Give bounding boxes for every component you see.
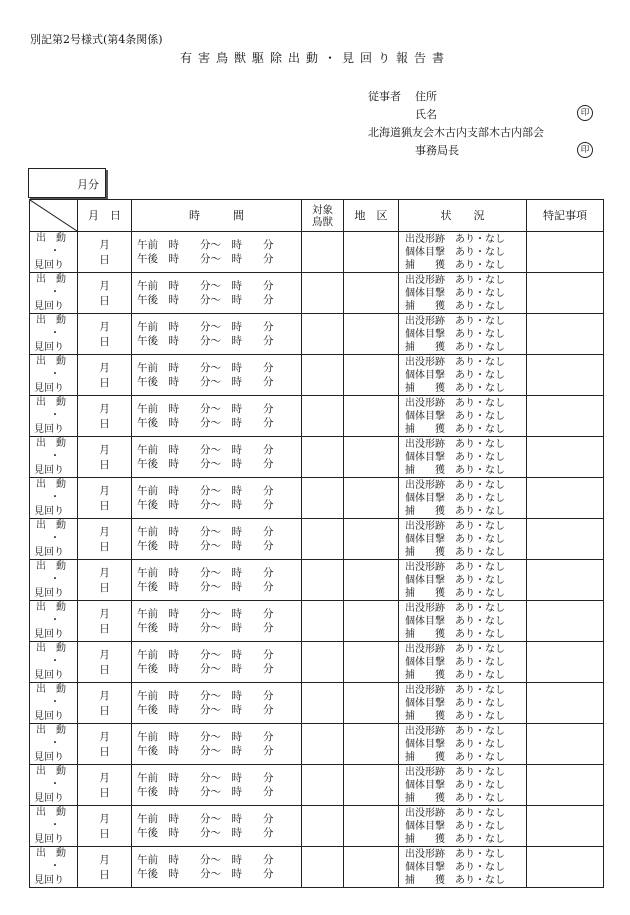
- area-cell[interactable]: [344, 806, 399, 847]
- status-cell[interactable]: [399, 683, 527, 724]
- kind-cell[interactable]: [30, 437, 78, 478]
- area-cell[interactable]: [344, 355, 399, 396]
- status-traces: 出没形跡 あり・なし: [405, 561, 505, 573]
- time-pm: 午後 時 分～ 時 分: [137, 581, 274, 593]
- header-status: 状 況: [399, 200, 527, 232]
- kind-dispatch: 出 動: [36, 561, 66, 572]
- kind-separator: ・: [50, 615, 60, 626]
- notes-cell[interactable]: [527, 765, 604, 806]
- table-row: [30, 519, 604, 560]
- month-day-cell[interactable]: 月 日: [78, 847, 132, 888]
- kind-patrol: 見回り: [34, 670, 64, 681]
- status-cell[interactable]: [399, 601, 527, 642]
- area-cell[interactable]: [344, 314, 399, 355]
- table-row: [30, 273, 604, 314]
- month-day-cell[interactable]: 月 日: [78, 437, 132, 478]
- time-am: 午前 時 分～ 時 分: [137, 444, 274, 456]
- kind-separator: ・: [50, 246, 60, 257]
- notes-cell[interactable]: [527, 478, 604, 519]
- area-cell[interactable]: [344, 519, 399, 560]
- status-capture: 捕 獲 あり・なし: [405, 874, 505, 886]
- notes-cell[interactable]: [527, 232, 604, 273]
- target-animal-cell[interactable]: [302, 806, 344, 847]
- kind-separator: ・: [50, 779, 60, 790]
- status-traces: 出没形跡 あり・なし: [405, 274, 505, 286]
- kind-cell[interactable]: [30, 642, 78, 683]
- status-sighting: 個体目撃 あり・なし: [405, 246, 505, 258]
- area-cell[interactable]: [344, 437, 399, 478]
- kind-cell[interactable]: [30, 355, 78, 396]
- area-cell[interactable]: [344, 232, 399, 273]
- month-day-cell[interactable]: 月 日: [78, 765, 132, 806]
- notes-cell[interactable]: [527, 355, 604, 396]
- status-sighting: 個体目撃 あり・なし: [405, 369, 505, 381]
- name-label: 氏名: [415, 108, 437, 121]
- table-row: [30, 437, 604, 478]
- status-cell[interactable]: [399, 478, 527, 519]
- time-cell[interactable]: [132, 273, 302, 314]
- status-sighting: 個体目撃 あり・なし: [405, 410, 505, 422]
- target-animal-cell[interactable]: [302, 765, 344, 806]
- area-cell[interactable]: [344, 642, 399, 683]
- time-cell[interactable]: [132, 847, 302, 888]
- seal-mark-name: 印: [577, 105, 593, 121]
- time-pm: 午後 時 分～ 時 分: [137, 868, 274, 880]
- kind-dispatch: 出 動: [36, 807, 66, 818]
- time-cell[interactable]: [132, 314, 302, 355]
- time-pm: 午後 時 分～ 時 分: [137, 745, 274, 757]
- status-traces: 出没形跡 あり・なし: [405, 643, 505, 655]
- notes-cell[interactable]: [527, 601, 604, 642]
- target-animal-cell[interactable]: [302, 437, 344, 478]
- kind-dispatch: 出 動: [36, 479, 66, 490]
- status-capture: 捕 獲 あり・なし: [405, 710, 505, 722]
- status-capture: 捕 獲 あり・なし: [405, 505, 505, 517]
- area-cell[interactable]: [344, 683, 399, 724]
- notes-cell[interactable]: [527, 519, 604, 560]
- notes-cell[interactable]: [527, 724, 604, 765]
- table-row: [30, 601, 604, 642]
- status-traces: 出没形跡 あり・なし: [405, 520, 505, 532]
- area-cell[interactable]: [344, 601, 399, 642]
- kind-patrol: 見回り: [34, 875, 64, 886]
- status-capture: 捕 獲 あり・なし: [405, 546, 505, 558]
- area-cell[interactable]: [344, 847, 399, 888]
- status-traces: 出没形跡 あり・なし: [405, 725, 505, 737]
- kind-dispatch: 出 動: [36, 643, 66, 654]
- month-day-cell[interactable]: 月 日: [78, 601, 132, 642]
- status-cell[interactable]: [399, 396, 527, 437]
- status-cell[interactable]: [399, 765, 527, 806]
- kind-cell[interactable]: [30, 724, 78, 765]
- document-title: 有害鳥獣駆除出動・見回り報告書: [179, 51, 450, 65]
- time-cell[interactable]: [132, 396, 302, 437]
- time-am: 午前 時 分～ 時 分: [137, 280, 274, 292]
- status-cell[interactable]: [399, 806, 527, 847]
- time-pm: 午後 時 分～ 時 分: [137, 458, 274, 470]
- header-time: 時 間: [132, 200, 302, 232]
- status-capture: 捕 獲 あり・なし: [405, 382, 505, 394]
- status-sighting: 個体目撃 あり・なし: [405, 820, 505, 832]
- status-cell[interactable]: [399, 724, 527, 765]
- notes-cell[interactable]: [527, 683, 604, 724]
- table-row: [30, 642, 604, 683]
- time-am: 午前 時 分～ 時 分: [137, 731, 274, 743]
- table-row: [30, 847, 604, 888]
- month-day-cell[interactable]: 月 日: [78, 396, 132, 437]
- kind-separator: ・: [50, 492, 60, 503]
- kind-separator: ・: [50, 410, 60, 421]
- month-day-cell[interactable]: 月 日: [78, 478, 132, 519]
- time-pm: 午後 時 分～ 時 分: [137, 376, 274, 388]
- target-animal-cell[interactable]: [302, 724, 344, 765]
- kind-separator: ・: [50, 738, 60, 749]
- time-cell[interactable]: [132, 519, 302, 560]
- status-sighting: 個体目撃 あり・なし: [405, 533, 505, 545]
- worker-label: 従事者: [368, 90, 401, 103]
- status-traces: 出没形跡 あり・なし: [405, 602, 505, 614]
- time-am: 午前 時 分～ 時 分: [137, 649, 274, 661]
- time-cell[interactable]: [132, 355, 302, 396]
- status-traces: 出没形跡 あり・なし: [405, 438, 505, 450]
- kind-dispatch: 出 動: [36, 274, 66, 285]
- kind-dispatch: 出 動: [36, 766, 66, 777]
- time-am: 午前 時 分～ 時 分: [137, 772, 274, 784]
- notes-cell[interactable]: [527, 560, 604, 601]
- header-month-day: 月 日: [78, 200, 132, 232]
- time-pm: 午後 時 分～ 時 分: [137, 253, 274, 265]
- kind-dispatch: 出 動: [36, 520, 66, 531]
- kind-patrol: 見回り: [34, 793, 64, 804]
- status-cell[interactable]: [399, 232, 527, 273]
- status-capture: 捕 獲 あり・なし: [405, 587, 505, 599]
- status-sighting: 個体目撃 あり・なし: [405, 574, 505, 586]
- kind-cell[interactable]: [30, 314, 78, 355]
- table-row: [30, 355, 604, 396]
- kind-dispatch: 出 動: [36, 397, 66, 408]
- kind-dispatch: 出 動: [36, 315, 66, 326]
- table-row: [30, 560, 604, 601]
- notes-cell[interactable]: [527, 806, 604, 847]
- kind-patrol: 見回り: [34, 424, 64, 435]
- time-pm: 午後 時 分～ 時 分: [137, 499, 274, 511]
- kind-patrol: 見回り: [34, 752, 64, 763]
- kind-separator: ・: [50, 820, 60, 831]
- kind-separator: ・: [50, 533, 60, 544]
- header-area: 地 区: [344, 200, 399, 232]
- time-pm: 午後 時 分～ 時 分: [137, 622, 274, 634]
- header-row: [30, 200, 604, 232]
- time-pm: 午後 時 分～ 時 分: [137, 335, 274, 347]
- kind-dispatch: 出 動: [36, 725, 66, 736]
- status-sighting: 個体目撃 あり・なし: [405, 328, 505, 340]
- time-cell[interactable]: [132, 765, 302, 806]
- month-box[interactable]: [28, 168, 106, 198]
- time-am: 午前 時 分～ 時 分: [137, 813, 274, 825]
- report-table-body: [30, 232, 604, 888]
- time-am: 午前 時 分～ 時 分: [137, 690, 274, 702]
- month-day-cell[interactable]: 月 日: [78, 724, 132, 765]
- table-row: [30, 683, 604, 724]
- status-cell[interactable]: [399, 642, 527, 683]
- status-capture: 捕 獲 あり・なし: [405, 669, 505, 681]
- status-cell[interactable]: [399, 314, 527, 355]
- month-day-cell[interactable]: 月 日: [78, 273, 132, 314]
- status-cell[interactable]: [399, 437, 527, 478]
- kind-cell[interactable]: [30, 847, 78, 888]
- header-notes: 特記事項: [527, 200, 604, 232]
- time-pm: 午後 時 分～ 時 分: [137, 704, 274, 716]
- month-day-cell[interactable]: 月 日: [78, 560, 132, 601]
- organization-name: 北海道猟友会木古内支部木古内部会: [368, 126, 544, 139]
- status-cell[interactable]: [399, 355, 527, 396]
- kind-dispatch: 出 動: [36, 602, 66, 613]
- target-animal-cell[interactable]: [302, 273, 344, 314]
- kind-cell[interactable]: [30, 478, 78, 519]
- time-am: 午前 時 分～ 時 分: [137, 608, 274, 620]
- month-day-cell[interactable]: 月 日: [78, 355, 132, 396]
- status-traces: 出没形跡 あり・なし: [405, 356, 505, 368]
- kind-separator: ・: [50, 287, 60, 298]
- status-cell[interactable]: [399, 847, 527, 888]
- kind-dispatch: 出 動: [36, 356, 66, 367]
- kind-separator: ・: [50, 697, 60, 708]
- kind-patrol: 見回り: [34, 629, 64, 640]
- kind-cell[interactable]: [30, 601, 78, 642]
- time-am: 午前 時 分～ 時 分: [137, 526, 274, 538]
- kind-patrol: 見回り: [34, 711, 64, 722]
- table-row: [30, 232, 604, 273]
- kind-dispatch: 出 動: [36, 684, 66, 695]
- time-cell[interactable]: [132, 437, 302, 478]
- status-sighting: 個体目撃 あり・なし: [405, 697, 505, 709]
- form-number: 別記第2号様式(第4条関係): [30, 33, 163, 46]
- notes-cell[interactable]: [527, 314, 604, 355]
- time-cell[interactable]: [132, 806, 302, 847]
- area-cell[interactable]: [344, 765, 399, 806]
- address-label: 住所: [415, 90, 437, 103]
- table-row: [30, 396, 604, 437]
- time-cell[interactable]: [132, 478, 302, 519]
- status-traces: 出没形跡 あり・なし: [405, 807, 505, 819]
- status-traces: 出没形跡 あり・なし: [405, 315, 505, 327]
- kind-separator: ・: [50, 656, 60, 667]
- status-capture: 捕 獲 あり・なし: [405, 628, 505, 640]
- notes-cell[interactable]: [527, 396, 604, 437]
- kind-cell[interactable]: [30, 273, 78, 314]
- kind-dispatch: 出 動: [36, 233, 66, 244]
- kind-separator: ・: [50, 369, 60, 380]
- kind-cell[interactable]: [30, 519, 78, 560]
- status-cell[interactable]: [399, 519, 527, 560]
- status-capture: 捕 獲 あり・なし: [405, 751, 505, 763]
- area-cell[interactable]: [344, 560, 399, 601]
- kind-cell[interactable]: [30, 232, 78, 273]
- report-table: [29, 199, 604, 888]
- table-row: [30, 724, 604, 765]
- status-sighting: 個体目撃 あり・なし: [405, 615, 505, 627]
- status-sighting: 個体目撃 あり・なし: [405, 492, 505, 504]
- notes-cell[interactable]: [527, 437, 604, 478]
- kind-patrol: 見回り: [34, 588, 64, 599]
- status-traces: 出没形跡 あり・なし: [405, 684, 505, 696]
- kind-cell[interactable]: [30, 683, 78, 724]
- kind-dispatch: 出 動: [36, 438, 66, 449]
- area-cell[interactable]: [344, 396, 399, 437]
- kind-cell[interactable]: [30, 396, 78, 437]
- kind-patrol: 見回り: [34, 547, 64, 558]
- seal-mark-secretary: 印: [577, 142, 593, 158]
- status-sighting: 個体目撃 あり・なし: [405, 287, 505, 299]
- kind-cell[interactable]: [30, 560, 78, 601]
- status-capture: 捕 獲 あり・なし: [405, 300, 505, 312]
- target-animal-cell[interactable]: [302, 560, 344, 601]
- target-animal-cell[interactable]: [302, 683, 344, 724]
- table-row: [30, 478, 604, 519]
- time-pm: 午後 時 分～ 時 分: [137, 663, 274, 675]
- time-cell[interactable]: [132, 724, 302, 765]
- status-cell[interactable]: [399, 560, 527, 601]
- kind-separator: ・: [50, 574, 60, 585]
- notes-cell[interactable]: [527, 273, 604, 314]
- time-am: 午前 時 分～ 時 分: [137, 403, 274, 415]
- month-day-cell[interactable]: 月 日: [78, 806, 132, 847]
- kind-patrol: 見回り: [34, 506, 64, 517]
- status-cell[interactable]: [399, 273, 527, 314]
- kind-patrol: 見回り: [34, 465, 64, 476]
- status-traces: 出没形跡 あり・なし: [405, 766, 505, 778]
- kind-separator: ・: [50, 451, 60, 462]
- diagonal-line: [30, 200, 77, 231]
- time-cell[interactable]: [132, 232, 302, 273]
- time-pm: 午後 時 分～ 時 分: [137, 540, 274, 552]
- month-day-cell[interactable]: 月 日: [78, 519, 132, 560]
- time-am: 午前 時 分～ 時 分: [137, 239, 274, 251]
- time-pm: 午後 時 分～ 時 分: [137, 417, 274, 429]
- time-pm: 午後 時 分～ 時 分: [137, 786, 274, 798]
- notes-cell[interactable]: [527, 847, 604, 888]
- kind-separator: ・: [50, 328, 60, 339]
- month-day-cell[interactable]: 月 日: [78, 232, 132, 273]
- status-sighting: 個体目撃 あり・なし: [405, 451, 505, 463]
- target-animal-cell[interactable]: [302, 601, 344, 642]
- status-sighting: 個体目撃 あり・なし: [405, 779, 505, 791]
- status-traces: 出没形跡 あり・なし: [405, 233, 505, 245]
- target-animal-cell[interactable]: [302, 847, 344, 888]
- time-cell[interactable]: [132, 683, 302, 724]
- target-animal-cell[interactable]: [302, 478, 344, 519]
- header-target-animal: 対象鳥獣: [302, 200, 344, 232]
- kind-patrol: 見回り: [34, 301, 64, 312]
- time-cell[interactable]: [132, 642, 302, 683]
- table-row: [30, 765, 604, 806]
- kind-cell[interactable]: [30, 765, 78, 806]
- kind-cell[interactable]: [30, 806, 78, 847]
- status-capture: 捕 獲 あり・なし: [405, 341, 505, 353]
- notes-cell[interactable]: [527, 642, 604, 683]
- time-pm: 午後 時 分～ 時 分: [137, 294, 274, 306]
- status-traces: 出没形跡 あり・なし: [405, 848, 505, 860]
- month-label: 月分: [77, 178, 99, 191]
- status-sighting: 個体目撃 あり・なし: [405, 656, 505, 668]
- kind-dispatch: 出 動: [36, 848, 66, 859]
- table-row: [30, 806, 604, 847]
- status-capture: 捕 獲 あり・なし: [405, 423, 505, 435]
- table-row: [30, 314, 604, 355]
- time-am: 午前 時 分～ 時 分: [137, 321, 274, 333]
- status-capture: 捕 獲 あり・なし: [405, 464, 505, 476]
- target-animal-cell[interactable]: [302, 519, 344, 560]
- area-cell[interactable]: [344, 478, 399, 519]
- status-capture: 捕 獲 あり・なし: [405, 833, 505, 845]
- status-traces: 出没形跡 あり・なし: [405, 397, 505, 409]
- status-capture: 捕 獲 あり・なし: [405, 792, 505, 804]
- month-day-cell[interactable]: 月 日: [78, 314, 132, 355]
- target-animal-cell[interactable]: [302, 355, 344, 396]
- status-capture: 捕 獲 あり・なし: [405, 259, 505, 271]
- target-animal-cell[interactable]: [302, 232, 344, 273]
- kind-patrol: 見回り: [34, 834, 64, 845]
- kind-patrol: 見回り: [34, 342, 64, 353]
- time-am: 午前 時 分～ 時 分: [137, 485, 274, 497]
- time-am: 午前 時 分～ 時 分: [137, 854, 274, 866]
- secretary-label: 事務局長: [415, 144, 459, 157]
- month-day-cell[interactable]: 月 日: [78, 642, 132, 683]
- target-animal-cell[interactable]: [302, 314, 344, 355]
- kind-patrol: 見回り: [34, 383, 64, 394]
- status-sighting: 個体目撃 あり・なし: [405, 738, 505, 750]
- target-animal-cell[interactable]: [302, 642, 344, 683]
- time-cell[interactable]: [132, 601, 302, 642]
- target-animal-cell[interactable]: [302, 396, 344, 437]
- kind-separator: ・: [50, 861, 60, 872]
- area-cell[interactable]: [344, 724, 399, 765]
- header-diagonal-cell: [30, 200, 78, 232]
- time-am: 午前 時 分～ 時 分: [137, 567, 274, 579]
- time-cell[interactable]: [132, 560, 302, 601]
- time-am: 午前 時 分～ 時 分: [137, 362, 274, 374]
- status-sighting: 個体目撃 あり・なし: [405, 861, 505, 873]
- status-traces: 出没形跡 あり・なし: [405, 479, 505, 491]
- kind-patrol: 見回り: [34, 260, 64, 271]
- area-cell[interactable]: [344, 273, 399, 314]
- month-day-cell[interactable]: 月 日: [78, 683, 132, 724]
- time-pm: 午後 時 分～ 時 分: [137, 827, 274, 839]
